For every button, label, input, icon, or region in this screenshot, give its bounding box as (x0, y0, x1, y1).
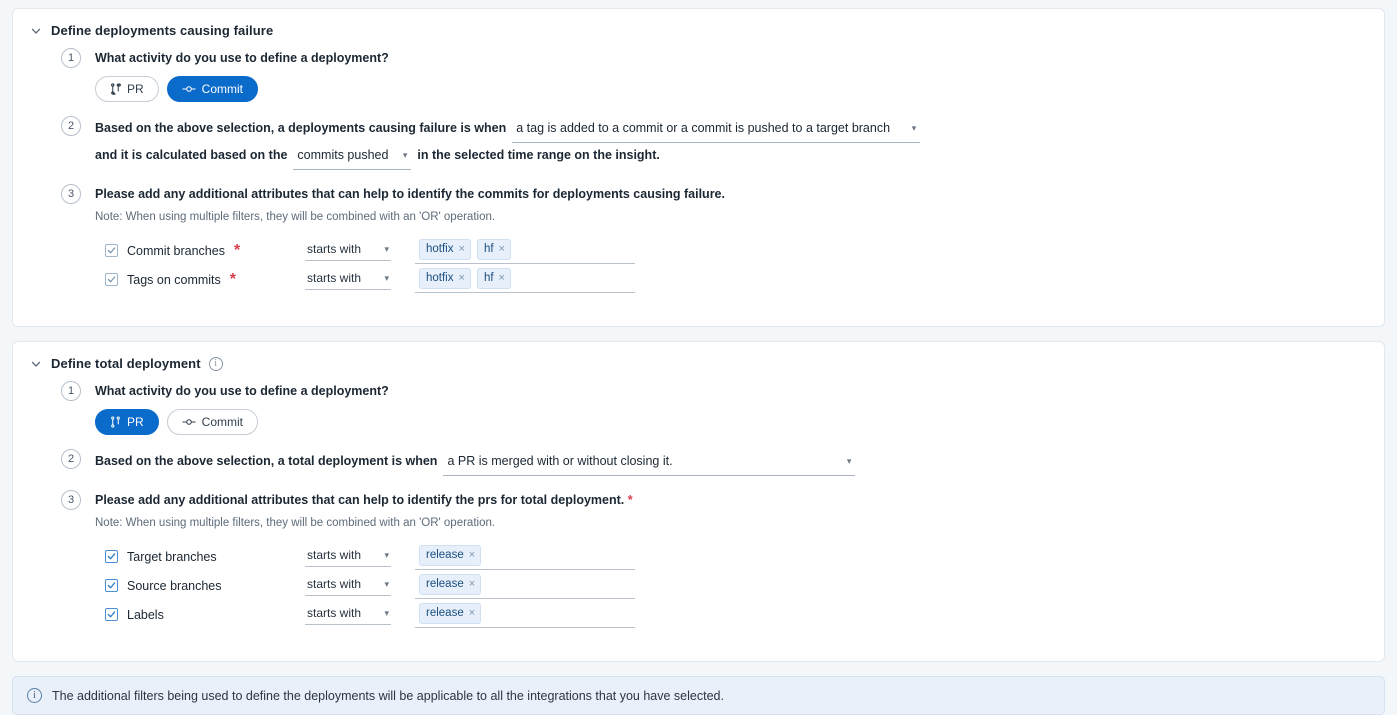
close-icon[interactable]: × (468, 549, 476, 561)
filter-operator-value: starts with (307, 548, 362, 562)
filter-list-total (105, 542, 1368, 629)
filter-toggle[interactable] (105, 271, 305, 289)
select-value: a PR is merged with or without closing it. (447, 454, 673, 468)
filter-values-input[interactable] (415, 601, 635, 628)
filter-row (105, 600, 1368, 629)
filter-operator-select[interactable] (305, 604, 391, 625)
total-definition-sentence (95, 449, 1368, 476)
filter-list-failure (105, 236, 1368, 294)
failure-calculation-select[interactable] (293, 143, 411, 170)
step-gutter (57, 48, 85, 67)
close-icon[interactable]: × (458, 243, 465, 255)
filter-operator-value: starts with (307, 577, 362, 591)
close-icon[interactable]: × (468, 578, 476, 590)
filter-operator-value: starts with (307, 271, 362, 285)
filter-toggle[interactable] (105, 608, 305, 622)
filter-label: Labels (127, 607, 164, 622)
filter-label: Target branches (127, 549, 217, 564)
step-question-label: What activity do you use to define a deployment? (95, 384, 389, 398)
filter-row (105, 571, 1368, 600)
filter-toggle[interactable] (105, 579, 305, 593)
filter-operator-select[interactable] (305, 269, 391, 290)
step-2-failure (57, 116, 1368, 184)
select-value: a tag is added to a commit or a commit is pushed to a target branch (516, 121, 891, 135)
filter-tag[interactable] (419, 239, 471, 260)
failure-definition-sentence (95, 116, 1368, 143)
filter-tag[interactable] (477, 239, 511, 260)
filter-values-input[interactable] (415, 266, 635, 293)
activity-option-pr[interactable] (95, 76, 159, 102)
filter-values-input[interactable] (415, 237, 635, 264)
filter-tag-label: hotfix (426, 243, 454, 255)
step-number: 3 (61, 184, 81, 204)
activity-toggle-group (95, 76, 1368, 102)
filter-values-input[interactable] (415, 543, 635, 570)
filter-tag-label: hotfix (426, 272, 454, 284)
activity-option-commit[interactable] (167, 409, 258, 435)
filter-label: Source branches (127, 578, 222, 593)
select-value: commits pushed (297, 148, 389, 162)
activity-option-commit[interactable] (167, 76, 258, 102)
filter-row (105, 265, 1368, 294)
filter-tag-label: hf (483, 243, 494, 255)
chevron-down-icon: ▾ (384, 607, 389, 618)
step-attributes-label (95, 490, 1368, 510)
steps-list-total (57, 381, 1368, 643)
required-asterisk: * (627, 493, 633, 507)
step-number: 2 (61, 449, 81, 469)
step-number: 1 (61, 48, 81, 68)
step-attributes-label: Please add any additional attributes that can help to identify the commits for deployments causing failure. (95, 187, 725, 201)
step-question-label: What activity do you use to define a deployment? (95, 51, 389, 65)
sentence-prefix: Based on the above selection, a deployments causing failure is when (95, 121, 507, 135)
checkbox-checked-icon[interactable] (105, 244, 118, 257)
activity-option-label: PR (127, 415, 144, 429)
chevron-down-icon: ▾ (384, 243, 389, 254)
activity-option-label: PR (127, 82, 144, 96)
step-body (85, 490, 1368, 643)
chevron-down-icon: ▾ (911, 122, 917, 133)
info-icon: i (27, 688, 42, 703)
filter-tag[interactable] (419, 545, 481, 566)
filter-tag[interactable] (419, 603, 481, 624)
activity-toggle-group (95, 409, 1368, 435)
step-gutter (57, 381, 85, 400)
failure-calculation-sentence (95, 143, 1368, 170)
info-icon[interactable]: i (209, 357, 223, 371)
filter-operator-value: starts with (307, 606, 362, 620)
filter-row (105, 542, 1368, 571)
commit-icon (182, 84, 196, 94)
step-body (85, 184, 1368, 308)
filter-operator-select[interactable] (305, 240, 391, 261)
step-number: 2 (61, 116, 81, 136)
close-icon[interactable]: × (468, 607, 476, 619)
close-icon[interactable]: × (498, 243, 505, 255)
commit-icon (182, 417, 196, 427)
required-asterisk: * (229, 270, 237, 288)
checkbox-checked-icon[interactable] (105, 550, 118, 563)
sentence-suffix: in the selected time range on the insight. (417, 148, 660, 162)
section-card-failure (12, 8, 1385, 327)
filter-values-input[interactable] (415, 572, 635, 599)
filter-tag[interactable] (477, 268, 511, 289)
filter-tag-label: release (426, 607, 464, 619)
sentence-middle: and it is calculated based on the (95, 148, 288, 162)
step-gutter (57, 449, 85, 468)
step-3-total (57, 490, 1368, 643)
step-number: 1 (61, 381, 81, 401)
chevron-down-icon: ▾ (384, 272, 389, 283)
chevron-down-icon: ▾ (384, 549, 389, 560)
section-header-total[interactable] (29, 356, 1368, 371)
chevron-down-icon: ▾ (846, 455, 852, 466)
activity-option-label: Commit (201, 415, 244, 429)
filter-label: Tags on commits (127, 272, 221, 287)
step-gutter (57, 490, 85, 510)
chevron-down-icon[interactable] (29, 357, 43, 371)
chevron-down-icon[interactable] (29, 24, 43, 38)
pull-request-icon (110, 416, 121, 428)
step-1-total (57, 381, 1368, 449)
filter-tag[interactable] (419, 574, 481, 595)
filter-tag-label: release (426, 578, 464, 590)
filter-toggle[interactable] (105, 242, 305, 260)
step-1-failure (57, 48, 1368, 116)
checkbox-checked-icon[interactable] (105, 273, 118, 286)
sentence-prefix: Based on the above selection, a total deployment is when (95, 454, 438, 468)
filter-tag[interactable] (419, 268, 471, 289)
activity-option-pr[interactable] (95, 409, 159, 435)
filter-toggle[interactable] (105, 550, 305, 564)
filter-tag-label: release (426, 549, 464, 561)
failure-definition-select[interactable] (512, 116, 920, 143)
step-note: Note: When using multiple filters, they will be combined with an 'OR' operation. (95, 211, 496, 223)
step-attributes-text: Please add any additional attributes that can help to identify the prs for total deployment. (95, 493, 625, 507)
activity-option-label: Commit (201, 82, 244, 96)
filter-tag-label: hf (483, 272, 494, 284)
total-definition-select[interactable] (443, 449, 855, 476)
steps-list-failure (57, 48, 1368, 308)
step-body (85, 381, 1368, 449)
step-number: 3 (61, 490, 81, 510)
step-body (85, 48, 1368, 116)
close-icon[interactable]: × (458, 272, 465, 284)
filter-row (105, 236, 1368, 265)
step-body (85, 116, 1368, 184)
info-banner-text: The additional filters being used to define the deployments will be applicable to all the integrations that you have selected. (52, 688, 724, 703)
chevron-down-icon: ▾ (402, 149, 408, 160)
checkbox-checked-icon[interactable] (105, 608, 118, 621)
info-banner (12, 676, 1385, 715)
step-body (85, 449, 1368, 490)
filter-label: Commit branches (127, 243, 225, 258)
step-gutter (57, 184, 85, 204)
chevron-down-icon: ▾ (384, 578, 389, 589)
checkbox-checked-icon[interactable] (105, 579, 118, 592)
close-icon[interactable]: × (498, 272, 505, 284)
filter-operator-select[interactable] (305, 575, 391, 596)
section-title: Define total deployment (51, 356, 201, 371)
section-title: Define deployments causing failure (51, 23, 274, 38)
filter-operator-select[interactable] (305, 546, 391, 567)
pull-request-icon (110, 83, 121, 95)
filter-operator-value: starts with (307, 242, 362, 256)
section-card-total (12, 341, 1385, 662)
section-header-failure[interactable] (29, 23, 1368, 38)
step-note: Note: When using multiple filters, they will be combined with an 'OR' operation. (95, 517, 496, 529)
step-gutter (57, 116, 85, 135)
step-3-failure (57, 184, 1368, 308)
required-asterisk: * (233, 241, 241, 259)
step-2-total (57, 449, 1368, 490)
